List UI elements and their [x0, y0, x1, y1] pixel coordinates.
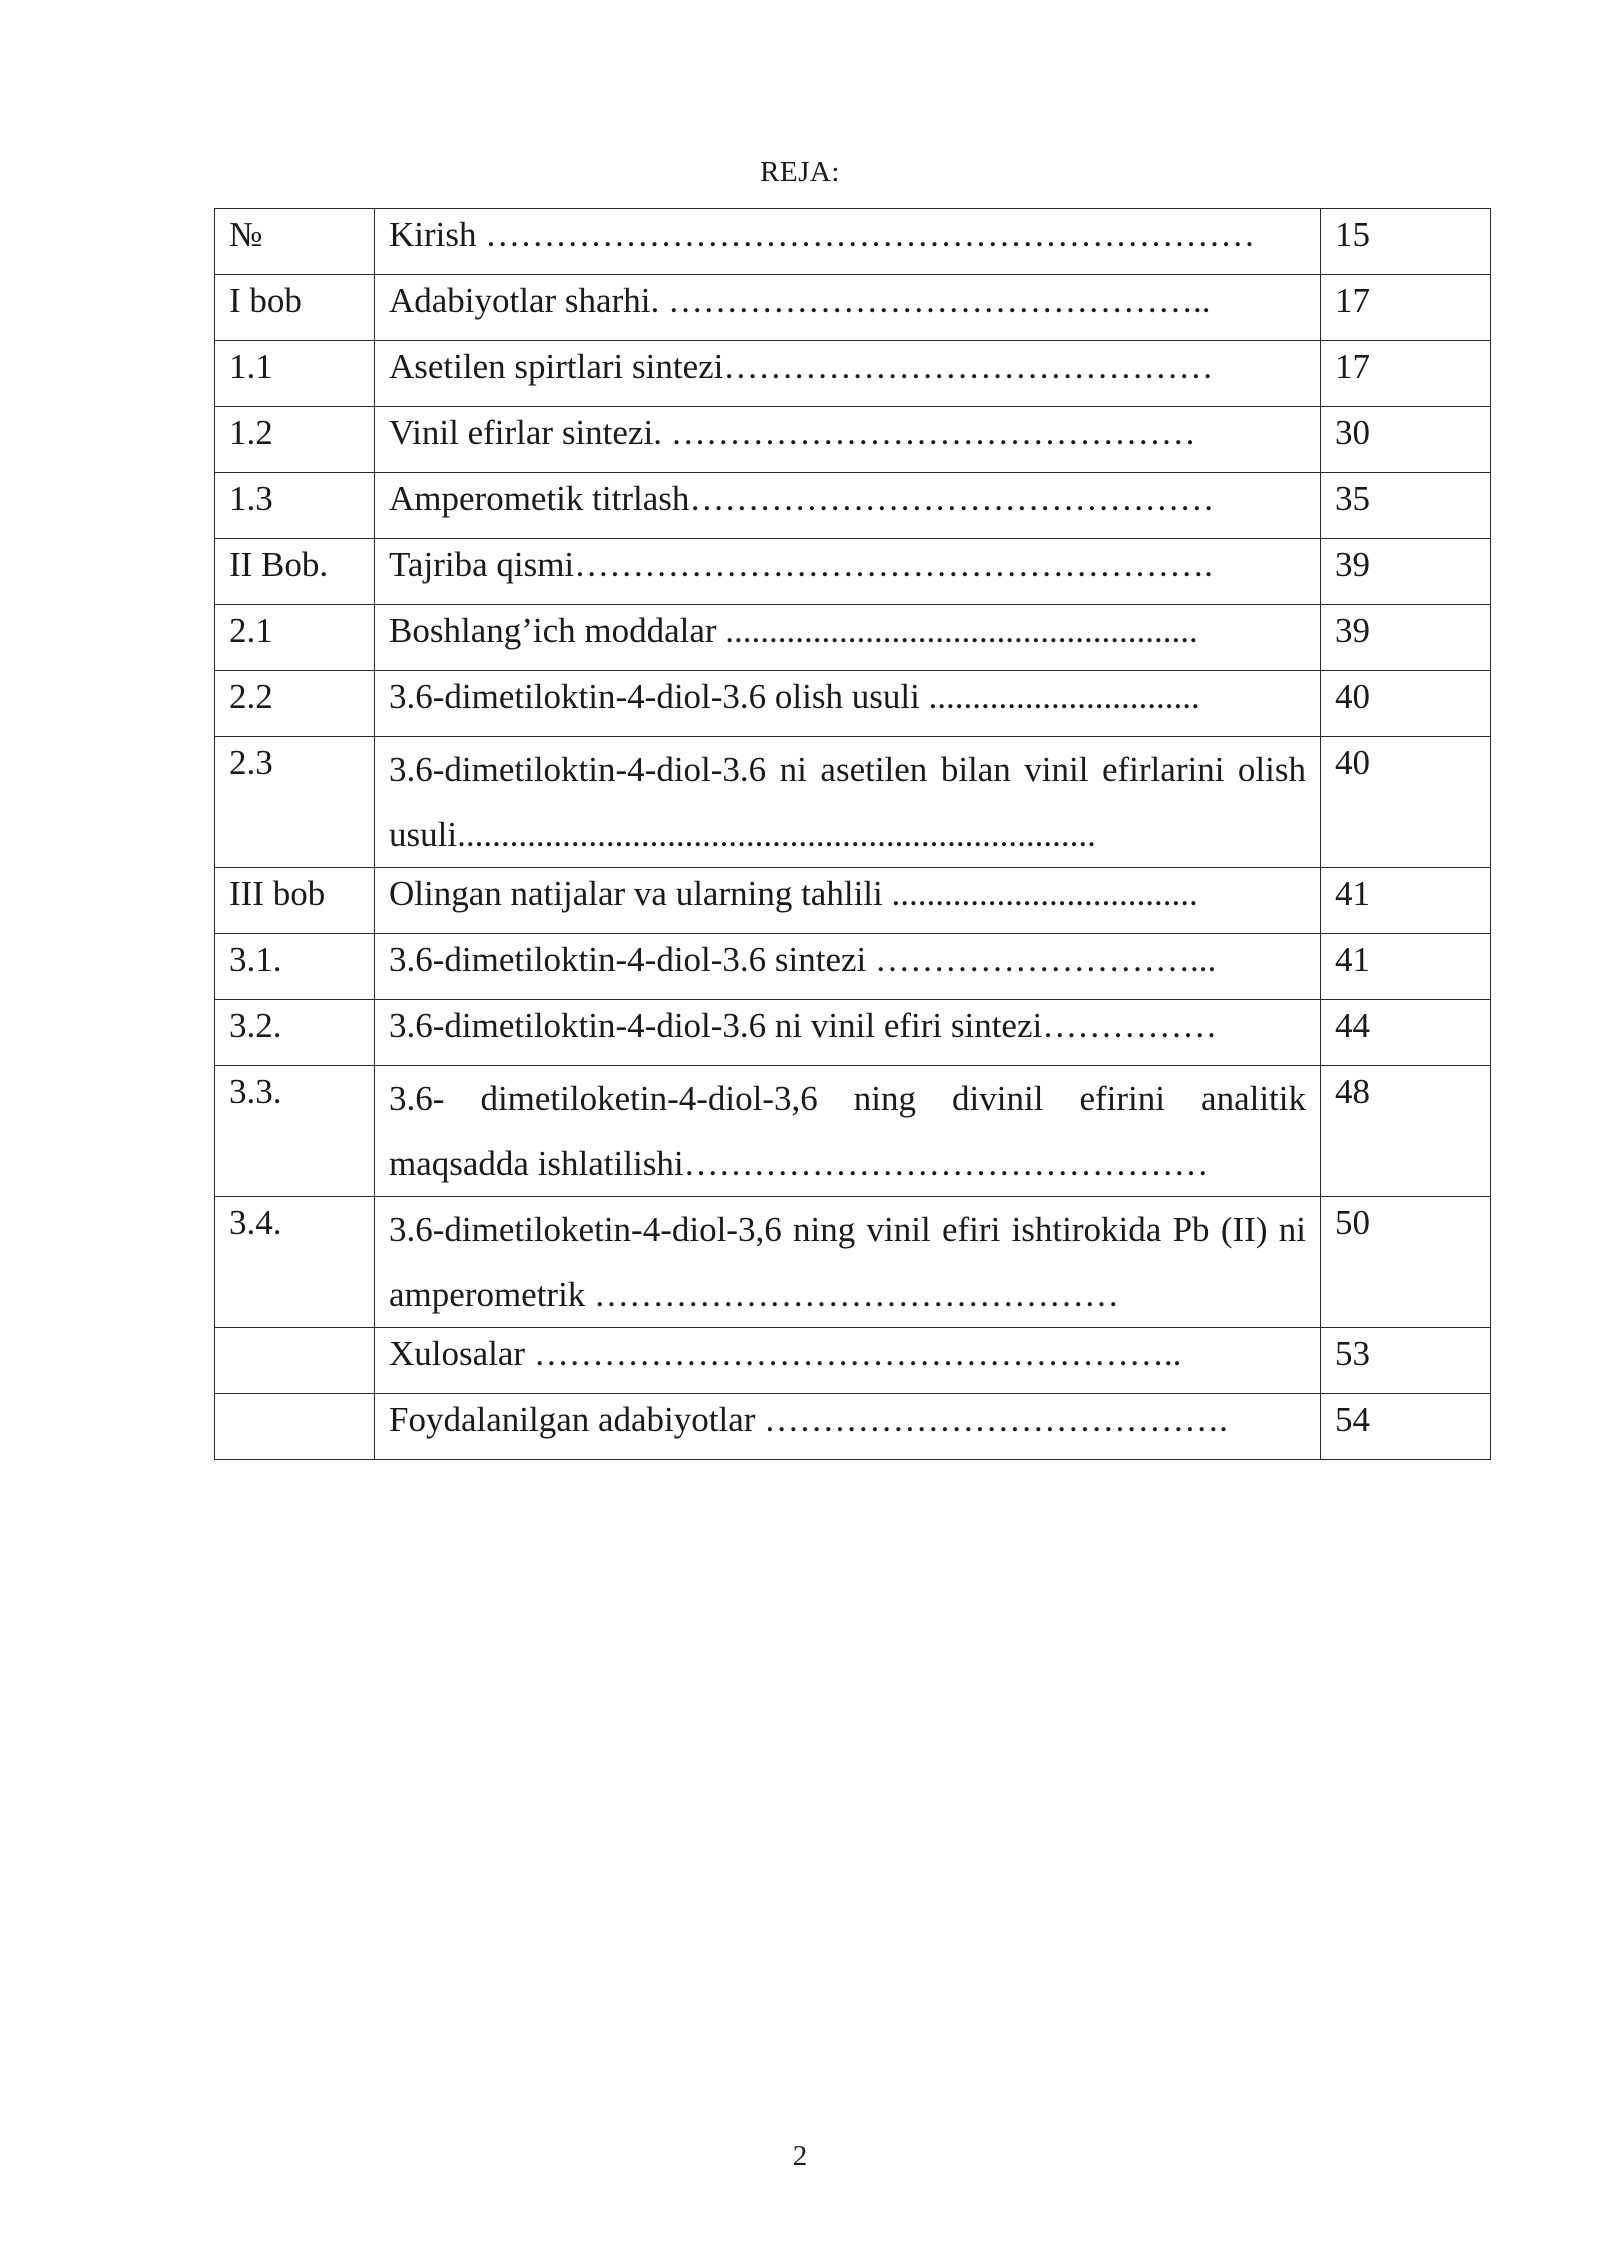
section-page: 44: [1321, 1000, 1491, 1066]
section-page: 39: [1321, 605, 1491, 671]
section-title: Amperometik titrlash………………………………………: [375, 473, 1321, 539]
table-row: [215, 473, 1491, 539]
section-page: 30: [1321, 407, 1491, 473]
section-title: Kirish …………………………………………………………: [375, 209, 1321, 275]
section-page: 17: [1321, 275, 1491, 341]
section-page: 40: [1321, 671, 1491, 737]
section-title: 3.6-dimetiloketin-4-diol-3,6 ning vinil efiri ishtirokida Pb (II) ni amperometrik ………………………………………: [375, 1197, 1321, 1328]
page-number: 2: [792, 2140, 808, 2172]
section-title: Tajriba qismi……………………………………………….: [375, 539, 1321, 605]
section-page: 41: [1321, 868, 1491, 934]
table-row: [215, 1328, 1491, 1394]
section-number: [215, 1394, 375, 1460]
table-row: [215, 341, 1491, 407]
section-title: Adabiyotlar sharhi. ………………………………………..: [375, 275, 1321, 341]
section-number: 1.2: [215, 407, 375, 473]
section-title: Xulosalar ………………………………………………..: [375, 1328, 1321, 1394]
section-title: Vinil efirlar sintezi. ………………………………………: [375, 407, 1321, 473]
section-title: Foydalanilgan adabiyotlar ………………………………….: [375, 1394, 1321, 1460]
section-title: Asetilen spirtlari sintezi……………………………………: [375, 341, 1321, 407]
section-number: II Bob.: [215, 539, 375, 605]
table-row: [215, 407, 1491, 473]
section-title: 3.6-dimetiloktin-4-diol-3.6 ni vinil efiri sintezi……………: [375, 1000, 1321, 1066]
section-number: 3.4.: [215, 1197, 375, 1328]
section-number: 3.3.: [215, 1066, 375, 1197]
table-row: [215, 209, 1491, 275]
section-page: 48: [1321, 1066, 1491, 1197]
section-number: III bob: [215, 868, 375, 934]
table-row: [215, 1066, 1491, 1197]
table-row: [215, 605, 1491, 671]
section-page: 50: [1321, 1197, 1491, 1328]
table-row: [215, 737, 1491, 868]
section-title: 3.6- dimetiloketin-4-diol-3,6 ning divinil efirini analitik maqsadda ishlatilishi………………………………………: [375, 1066, 1321, 1197]
section-number: 2.2: [215, 671, 375, 737]
section-number: 1.3: [215, 473, 375, 539]
section-number: 2.1: [215, 605, 375, 671]
section-number: 1.1: [215, 341, 375, 407]
section-page: 39: [1321, 539, 1491, 605]
section-page: 54: [1321, 1394, 1491, 1460]
section-number: [215, 1328, 375, 1394]
section-number: 3.1.: [215, 934, 375, 1000]
section-page: 41: [1321, 934, 1491, 1000]
section-number: 2.3: [215, 737, 375, 868]
table-row: [215, 539, 1491, 605]
section-title: Olingan natijalar va ularning tahlili ...................................: [375, 868, 1321, 934]
section-page: 35: [1321, 473, 1491, 539]
section-page: 40: [1321, 737, 1491, 868]
section-number: №: [215, 209, 375, 275]
section-page: 17: [1321, 341, 1491, 407]
section-number: 3.2.: [215, 1000, 375, 1066]
section-title: 3.6-dimetiloktin-4-diol-3.6 sintezi ………………………...: [375, 934, 1321, 1000]
section-page: 15: [1321, 209, 1491, 275]
table-row: [215, 1000, 1491, 1066]
section-title: 3.6-dimetiloktin-4-diol-3.6 olish usuli ...............................: [375, 671, 1321, 737]
section-title: Boshlang’ich moddalar ......................................................: [375, 605, 1321, 671]
section-page: 53: [1321, 1328, 1491, 1394]
table-row: [215, 868, 1491, 934]
table-row: [215, 934, 1491, 1000]
page-title: REJA:: [760, 156, 840, 188]
table-row: [215, 1197, 1491, 1328]
table-of-contents: [214, 208, 1491, 1460]
table-row: [215, 275, 1491, 341]
table-row: [215, 671, 1491, 737]
table-row: [215, 1394, 1491, 1460]
section-number: I bob: [215, 275, 375, 341]
section-title: 3.6-dimetiloktin-4-diol-3.6 ni asetilen bilan vinil efirlarini olish usuli.........................................................................: [375, 737, 1321, 868]
